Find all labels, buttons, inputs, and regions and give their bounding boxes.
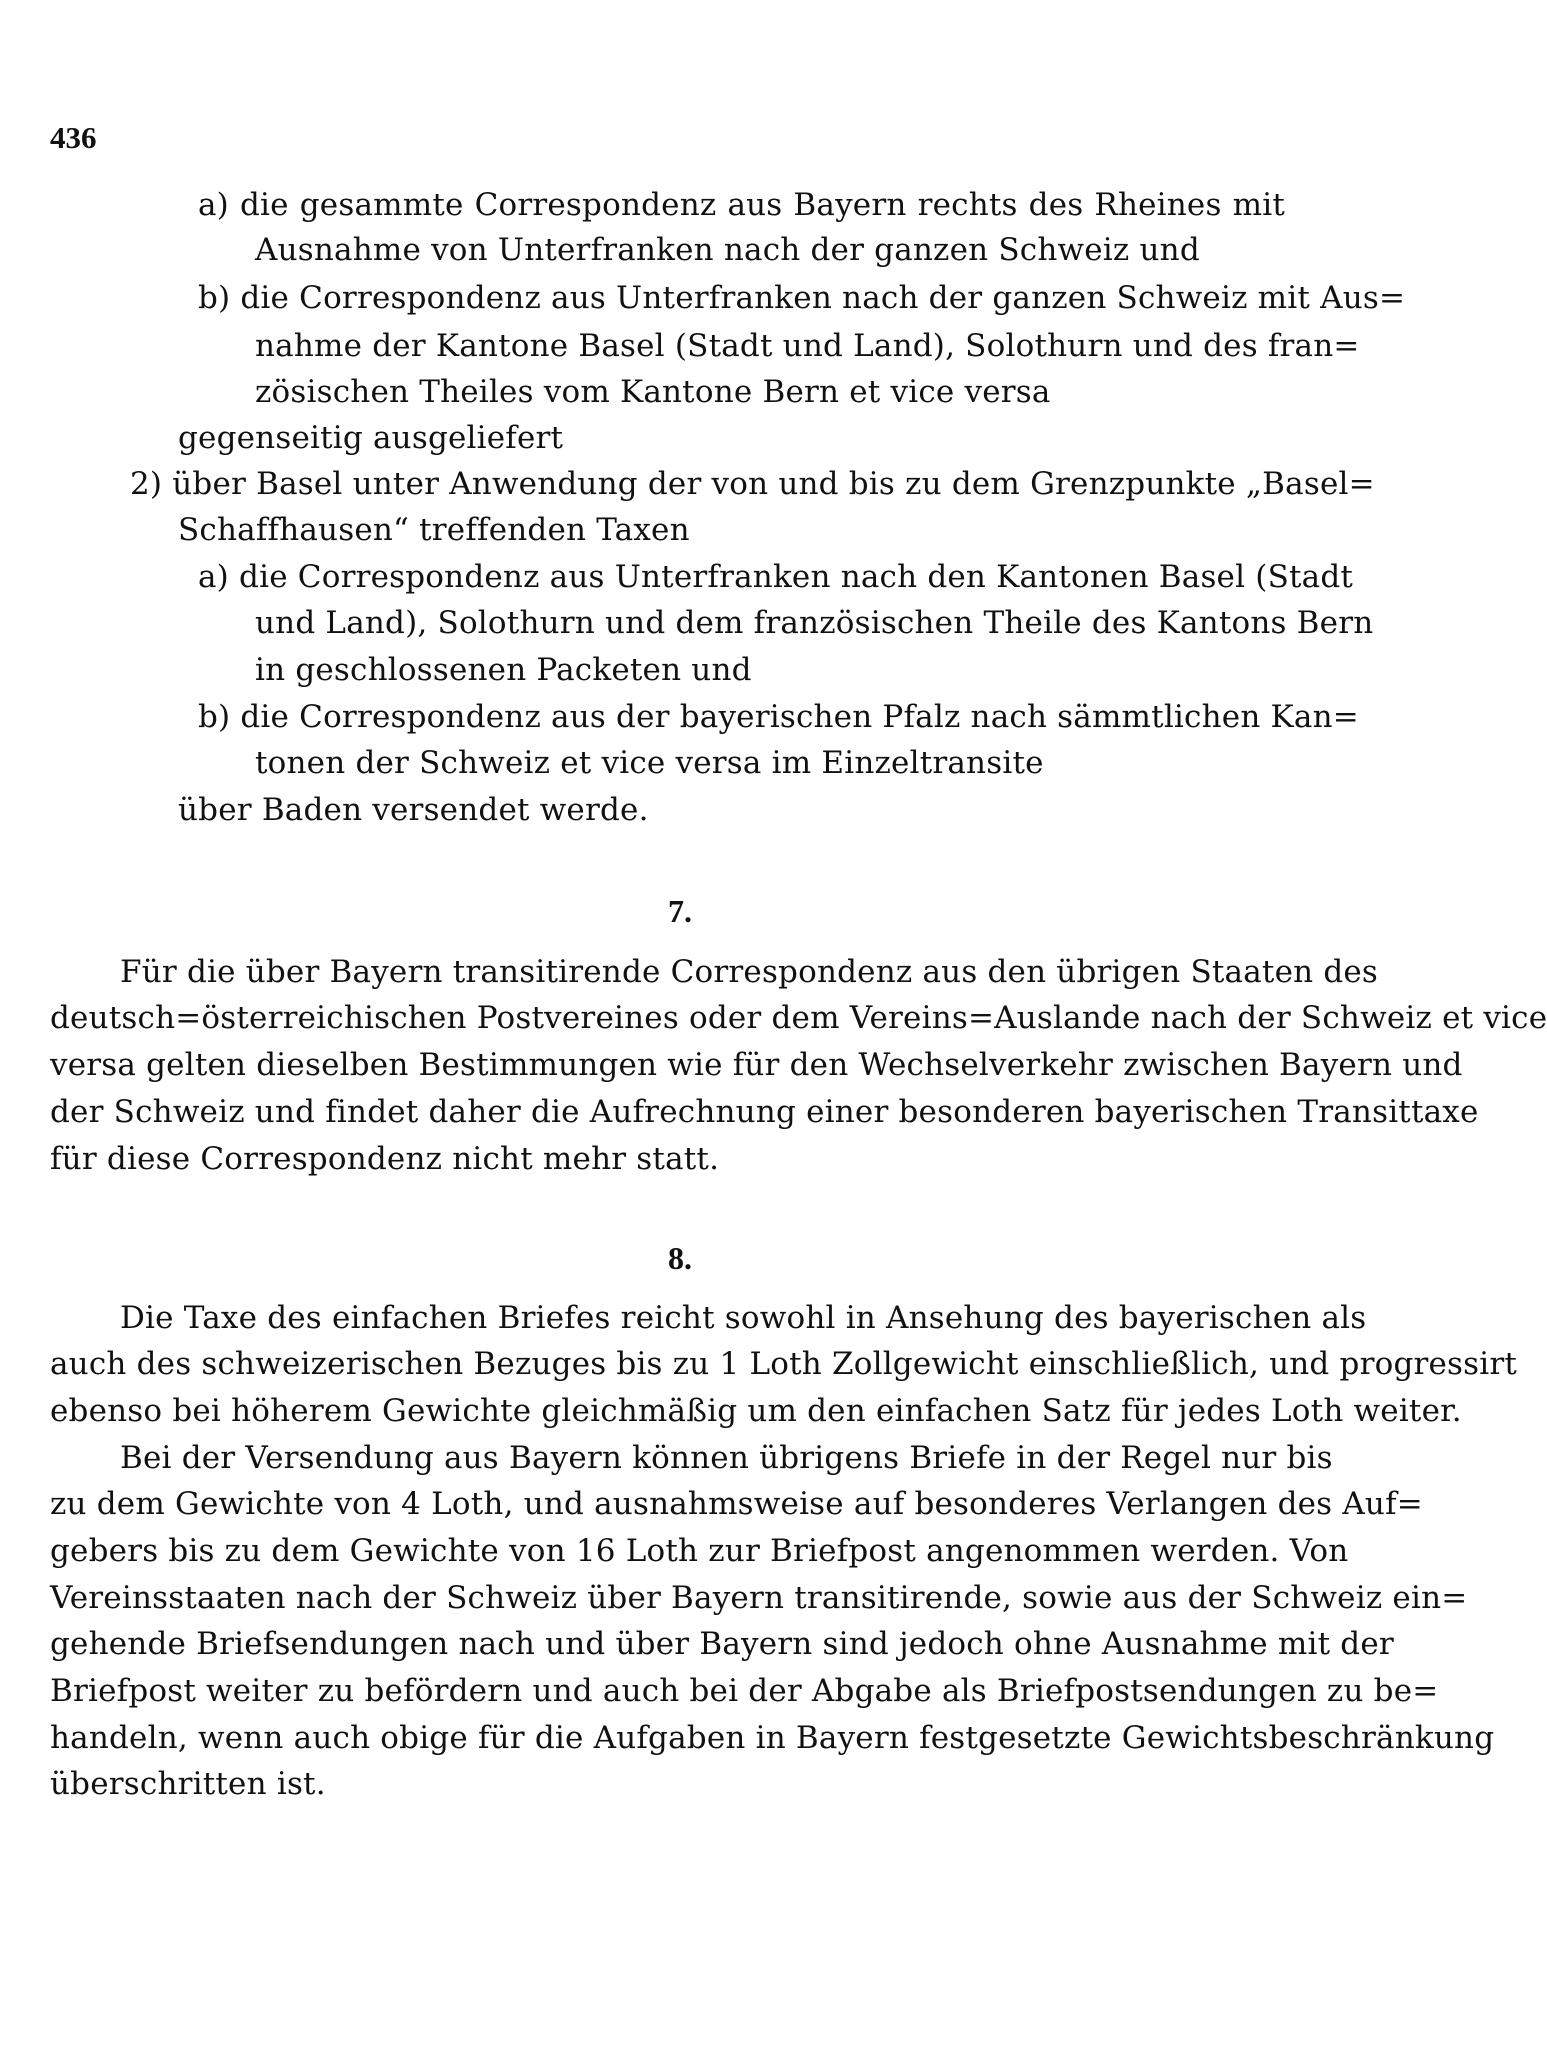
text-line: Vereinsstaaten nach der Schweiz über Bayern transitirende, sowie aus der Schweiz ein= (50, 1580, 1468, 1616)
page-number: 436 (50, 120, 97, 155)
text-line: gehende Briefsendungen nach und über Bayern sind jedoch ohne Ausnahme mit der (50, 1626, 1394, 1662)
text-line: 2) über Basel unter Anwendung der von und bis zu dem Grenzpunkte „Basel= (130, 466, 1375, 502)
text-line: Briefpost weiter zu befördern und auch bei der Abgabe als Briefpostsendungen zu be= (50, 1673, 1439, 1709)
text-line: überschritten ist. (50, 1766, 326, 1802)
text-line: Schaffhausen“ treffenden Taxen (178, 512, 690, 548)
text-line: nahme der Kantone Basel (Stadt und Land), Solothurn und des fran= (255, 328, 1360, 364)
text-line: Für die über Bayern transitirende Correspondenz aus den übrigen Staaten des (120, 954, 1379, 990)
text-line: und Land), Solothurn und dem französischen Theile des Kantons Bern (255, 605, 1374, 641)
text-line: tonen der Schweiz et vice versa im Einzeltransite (255, 745, 1044, 781)
text-line: Die Taxe des einfachen Briefes reicht sowohl in Ansehung des bayerischen als (120, 1300, 1367, 1336)
text-line: der Schweiz und findet daher die Aufrechnung einer besonderen bayerischen Transittaxe (50, 1094, 1479, 1130)
text-line: über Baden versendet werde. (178, 792, 649, 828)
text-line: a) die Correspondenz aus Unterfranken nach den Kantonen Basel (Stadt (198, 559, 1354, 595)
text-line: zösischen Theiles vom Kantone Bern et vice versa (255, 374, 1051, 410)
text-line: gegenseitig ausgeliefert (178, 420, 564, 456)
text-line: zu dem Gewichte von 4 Loth, und ausnahmsweise auf besonderes Verlangen des Auf= (50, 1486, 1423, 1522)
section-heading-8: 8. (668, 1240, 692, 1276)
section-heading-7: 7. (668, 893, 692, 929)
text-line: auch des schweizerischen Bezuges bis zu 1 Loth Zollgewicht einschließlich, und progressirt (50, 1346, 1518, 1382)
text-line: gebers bis zu dem Gewichte von 16 Loth zur Briefpost angenommen werden. Von (50, 1533, 1349, 1569)
text-line: deutsch=österreichischen Postvereines oder dem Vereins=Auslande nach der Schweiz et vice (50, 1000, 1547, 1036)
text-line: versa gelten dieselben Bestimmungen wie für den Wechselverkehr zwischen Bayern und (50, 1047, 1463, 1083)
text-line: handeln, wenn auch obige für die Aufgaben in Bayern festgesetzte Gewichtsbeschränkung (50, 1720, 1495, 1756)
text-line: ebenso bei höherem Gewichte gleichmäßig um den einfachen Satz für jedes Loth weiter. (50, 1393, 1462, 1429)
text-line: Bei der Versendung aus Bayern können übrigens Briefe in der Regel nur bis (120, 1440, 1333, 1476)
text-line: b) die Correspondenz aus der bayerischen Pfalz nach sämmtlichen Kan= (198, 699, 1359, 735)
text-line: für diese Correspondenz nicht mehr statt. (50, 1141, 720, 1177)
text-line: in geschlossenen Packeten und (255, 652, 752, 688)
text-line: a) die gesammte Correspondenz aus Bayern rechts des Rheines mit (198, 187, 1285, 223)
text-line: b) die Correspondenz aus Unterfranken nach der ganzen Schweiz mit Aus= (198, 280, 1406, 316)
text-line: Ausnahme von Unterfranken nach der ganzen Schweiz und (255, 232, 1200, 268)
